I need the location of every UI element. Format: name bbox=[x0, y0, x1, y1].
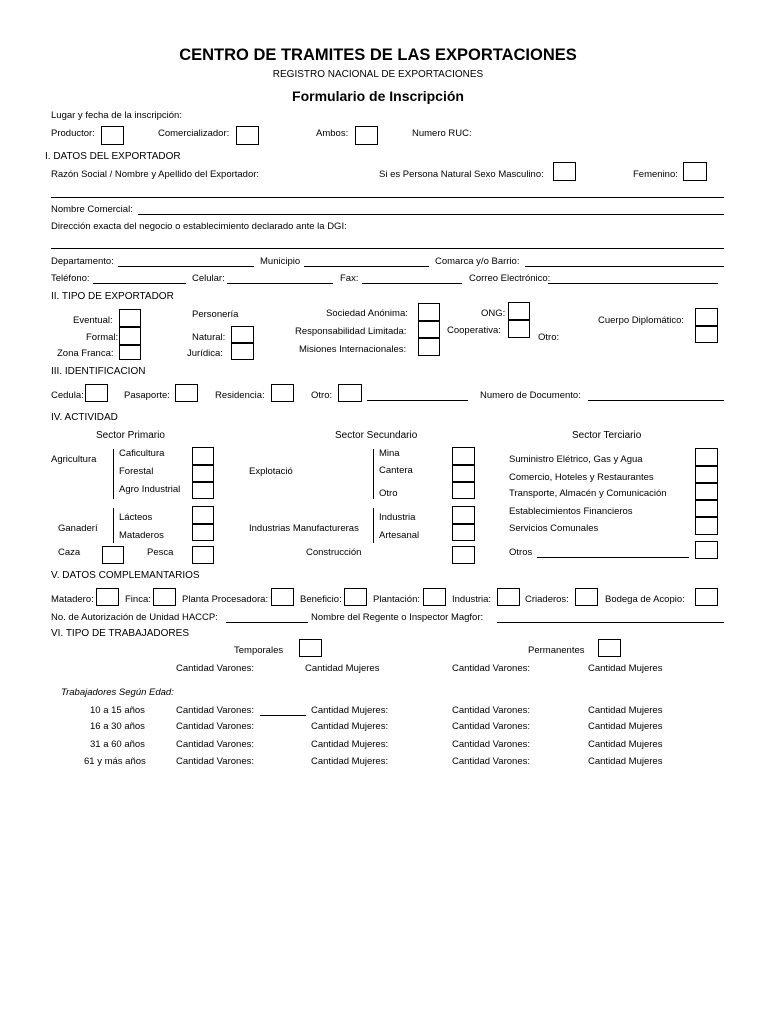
edad-row-3: 31 a 60 años bbox=[90, 739, 145, 750]
agro-industrial-label: Agro Industrial bbox=[119, 484, 181, 495]
form-title: Formulario de Inscripción bbox=[292, 88, 464, 104]
cooperativa-label: Cooperativa: bbox=[447, 325, 501, 336]
otro-tipo-label: Otro: bbox=[538, 332, 560, 343]
edad-4-temp-mujeres: Cantidad Mujeres: bbox=[311, 756, 389, 767]
bodega-label: Bodega de Acopio: bbox=[605, 594, 685, 605]
persona-natural-label: Si es Persona Natural Sexo Masculino: bbox=[379, 169, 544, 180]
natural-label: Natural: bbox=[192, 332, 226, 343]
edad-4-perm-varones: Cantidad Varones: bbox=[452, 756, 530, 767]
agro-industrial-checkbox[interactable] bbox=[192, 482, 214, 499]
agricultura-label: Agricultura bbox=[51, 454, 97, 465]
section-2-heading: II. TIPO DE EXPORTADOR bbox=[51, 291, 174, 302]
planta-checkbox[interactable] bbox=[271, 588, 294, 606]
correo-label: Correo Electrónico: bbox=[469, 273, 551, 284]
nombre-comercial-label: Nombre Comercial: bbox=[51, 204, 133, 215]
caficultura-label: Caficultura bbox=[119, 448, 165, 459]
matadero-checkbox[interactable] bbox=[96, 588, 119, 606]
sociedad-checkbox[interactable] bbox=[418, 303, 440, 321]
formal-checkbox[interactable] bbox=[119, 327, 141, 345]
edad-1-temp-varones-line[interactable] bbox=[260, 715, 306, 716]
razon-social-label: Razón Social / Nombre y Apellido del Exportador: bbox=[51, 169, 260, 180]
comunales-checkbox[interactable] bbox=[695, 517, 718, 535]
comercio-checkbox[interactable] bbox=[695, 466, 718, 483]
section-6-heading: VI. TIPO DE TRABAJADORES bbox=[51, 628, 189, 639]
pesca-checkbox[interactable] bbox=[192, 546, 214, 564]
industria-checkbox[interactable] bbox=[452, 506, 475, 524]
edad-2-temp-varones: Cantidad Varones: bbox=[176, 721, 254, 732]
otros-line[interactable] bbox=[537, 557, 689, 558]
responsabilidad-label: Responsabilidad Limitada: bbox=[295, 326, 407, 337]
eventual-checkbox[interactable] bbox=[119, 309, 141, 327]
edad-1-temp-varones: Cantidad Varones: bbox=[176, 705, 254, 716]
ong-checkbox[interactable] bbox=[508, 302, 530, 320]
edad-1-perm-mujeres: Cantidad Mujeres bbox=[588, 705, 663, 716]
pesca-label: Pesca bbox=[147, 547, 174, 558]
edad-3-temp-mujeres: Cantidad Mujeres: bbox=[311, 739, 389, 750]
explotacion-bracket bbox=[373, 449, 374, 499]
formal-label: Formal: bbox=[86, 332, 119, 343]
page-title: CENTRO DE TRAMITES DE LAS EXPORTACIONES bbox=[179, 46, 577, 64]
sector-terciario-heading: Sector Terciario bbox=[572, 430, 642, 441]
lacteos-label: Lácteos bbox=[119, 512, 153, 523]
correo-line[interactable] bbox=[548, 283, 718, 284]
beneficio-checkbox[interactable] bbox=[344, 588, 367, 606]
departamento-line[interactable] bbox=[118, 266, 254, 267]
mataderos-label: Mataderos bbox=[119, 530, 164, 541]
cooperativa-checkbox[interactable] bbox=[508, 320, 530, 338]
otro-id-checkbox[interactable] bbox=[338, 384, 362, 402]
comercio-label: Comercio, Hoteles y Restaurantes bbox=[509, 472, 654, 483]
comarca-line[interactable] bbox=[525, 266, 724, 267]
page-subtitle: REGISTRO NACIONAL DE EXPORTACIONES bbox=[272, 69, 484, 80]
caficultura-checkbox[interactable] bbox=[192, 447, 214, 465]
mina-label: Mina bbox=[379, 448, 400, 459]
caza-label: Caza bbox=[58, 547, 81, 558]
sector-secundario-heading: Sector Secundario bbox=[335, 430, 418, 441]
beneficio-label: Beneficio: bbox=[300, 594, 342, 605]
artesanal-checkbox[interactable] bbox=[452, 524, 475, 541]
agricultura-bracket bbox=[113, 449, 114, 499]
construccion-label: Construcción bbox=[306, 547, 362, 558]
ind-manuf-label: Industrias Manufactureras bbox=[249, 523, 359, 534]
cantera-label: Cantera bbox=[379, 465, 413, 476]
nombre-comercial-line[interactable] bbox=[138, 214, 724, 215]
cuerpo-checkbox[interactable] bbox=[695, 308, 718, 326]
productor-label: Productor: bbox=[51, 128, 95, 139]
otro-explotacion-checkbox[interactable] bbox=[452, 482, 475, 499]
edad-1-perm-varones: Cantidad Varones: bbox=[452, 705, 530, 716]
otro-id-label: Otro: bbox=[311, 390, 333, 401]
sociedad-label: Sociedad Anónima: bbox=[326, 308, 408, 319]
eventual-label: Eventual: bbox=[73, 315, 113, 326]
perm-mujeres-label: Cantidad Mujeres bbox=[588, 663, 663, 674]
forestal-checkbox[interactable] bbox=[192, 465, 214, 482]
sector-primario-heading: Sector Primario bbox=[96, 430, 165, 441]
municipio-label: Municipio bbox=[260, 256, 301, 267]
femenino-checkbox[interactable] bbox=[683, 162, 707, 181]
ruc-label: Numero RUC: bbox=[412, 128, 472, 139]
direccion-line[interactable] bbox=[51, 248, 724, 249]
edad-2-perm-mujeres: Cantidad Mujeres bbox=[588, 721, 663, 732]
natural-checkbox[interactable] bbox=[231, 326, 254, 343]
plantacion-checkbox[interactable] bbox=[423, 588, 446, 606]
permanentes-checkbox[interactable] bbox=[598, 639, 621, 657]
comarca-label: Comarca y/o Barrio: bbox=[435, 256, 520, 267]
mina-checkbox[interactable] bbox=[452, 447, 475, 465]
edad-row-4: 61 y más años bbox=[84, 756, 146, 767]
temporales-label: Temporales bbox=[234, 645, 284, 656]
numero-doc-label: Numero de Documento: bbox=[480, 390, 581, 401]
otros-label: Otros bbox=[509, 547, 533, 558]
cuerpo-label: Cuerpo Diplomático: bbox=[598, 315, 685, 326]
misiones-checkbox[interactable] bbox=[418, 338, 440, 356]
femenino-label: Femenino: bbox=[633, 169, 678, 180]
temp-varones-label: Cantidad Varones: bbox=[176, 663, 254, 674]
telefono-label: Teléfono: bbox=[51, 273, 90, 284]
numero-doc-line[interactable] bbox=[588, 400, 724, 401]
matadero-label: Matadero: bbox=[51, 594, 94, 605]
caza-checkbox[interactable] bbox=[102, 546, 124, 564]
industria-comp-checkbox[interactable] bbox=[497, 588, 520, 606]
celular-line[interactable] bbox=[227, 283, 333, 284]
razon-social-line[interactable] bbox=[51, 197, 724, 198]
edad-4-temp-varones: Cantidad Varones: bbox=[176, 756, 254, 767]
productor-checkbox[interactable] bbox=[101, 126, 124, 145]
section-4-heading: IV. ACTIVIDAD bbox=[51, 412, 118, 423]
financieros-checkbox[interactable] bbox=[695, 500, 718, 517]
cedula-label: Cedula: bbox=[51, 390, 84, 401]
financieros-label: Establecimientos Financieros bbox=[509, 506, 633, 517]
construccion-checkbox[interactable] bbox=[452, 546, 475, 564]
misiones-label: Misiones Internacionales: bbox=[299, 344, 407, 355]
fax-line[interactable] bbox=[362, 283, 462, 284]
finca-label: Finca: bbox=[125, 594, 151, 605]
responsabilidad-checkbox[interactable] bbox=[418, 321, 440, 338]
planta-label: Planta Procesadora: bbox=[182, 594, 269, 605]
edad-1-temp-mujeres: Cantidad Mujeres: bbox=[311, 705, 389, 716]
temporales-checkbox[interactable] bbox=[299, 639, 322, 657]
segun-edad-label: Trabajadores Según Edad: bbox=[61, 687, 174, 698]
otros-checkbox[interactable] bbox=[695, 541, 718, 559]
otro-explotacion-label: Otro bbox=[379, 488, 398, 499]
ganaderia-bracket bbox=[113, 508, 114, 543]
personeria-label: Personería bbox=[192, 309, 239, 320]
regente-line[interactable] bbox=[497, 622, 724, 623]
transporte-label: Transporte, Almacén y Comunicación bbox=[509, 488, 667, 499]
municipio-line[interactable] bbox=[304, 266, 429, 267]
ganaderia-label: Ganaderí bbox=[58, 523, 98, 534]
regente-label: Nombre del Regente o Inspector Magfor: bbox=[311, 612, 484, 623]
departamento-label: Departamento: bbox=[51, 256, 114, 267]
edad-2-temp-mujeres: Cantidad Mujeres: bbox=[311, 721, 389, 732]
zona-franca-checkbox[interactable] bbox=[119, 345, 141, 360]
telefono-line[interactable] bbox=[93, 283, 186, 284]
transporte-checkbox[interactable] bbox=[695, 483, 718, 500]
ong-label: ONG: bbox=[481, 308, 506, 319]
haccp-label: No. de Autorización de Unidad HACCP: bbox=[51, 612, 218, 623]
otro-id-line[interactable] bbox=[367, 400, 468, 401]
lugar-fecha-label: Lugar y fecha de la inscripción: bbox=[51, 110, 182, 121]
industria-comp-label: Industria: bbox=[452, 594, 492, 605]
edad-row-2: 16 a 30 años bbox=[90, 721, 145, 732]
residencia-label: Residencia: bbox=[215, 390, 265, 401]
edad-3-perm-mujeres: Cantidad Mujeres bbox=[588, 739, 663, 750]
temp-mujeres-label: Cantidad Mujeres bbox=[305, 663, 380, 674]
industria-label: Industria bbox=[379, 512, 416, 523]
edad-4-perm-mujeres: Cantidad Mujeres bbox=[588, 756, 663, 767]
plantacion-label: Plantación: bbox=[373, 594, 421, 605]
juridica-checkbox[interactable] bbox=[231, 343, 254, 360]
fax-label: Fax: bbox=[340, 273, 359, 284]
celular-label: Celular: bbox=[192, 273, 225, 284]
suministro-checkbox[interactable] bbox=[695, 448, 718, 466]
direccion-label: Dirección exacta del negocio o establecimiento declarado ante la DGI: bbox=[51, 221, 347, 232]
masculino-checkbox[interactable] bbox=[553, 162, 576, 181]
edad-row-1: 10 a 15 años bbox=[90, 705, 145, 716]
ambos-label: Ambos: bbox=[316, 128, 349, 139]
otro-tipo-checkbox[interactable] bbox=[695, 326, 718, 343]
comercializador-checkbox[interactable] bbox=[236, 126, 259, 145]
comercializador-label: Comercializador: bbox=[158, 128, 230, 139]
section-5-heading: V. DATOS COMPLEMANTARIOS bbox=[51, 570, 200, 581]
forestal-label: Forestal bbox=[119, 466, 154, 477]
pasaporte-checkbox[interactable] bbox=[175, 384, 198, 402]
cantera-checkbox[interactable] bbox=[452, 465, 475, 482]
residencia-checkbox[interactable] bbox=[271, 384, 294, 402]
lacteos-checkbox[interactable] bbox=[192, 506, 214, 524]
ind-manuf-bracket bbox=[373, 508, 374, 543]
cedula-checkbox[interactable] bbox=[85, 384, 108, 402]
ambos-checkbox[interactable] bbox=[355, 126, 378, 145]
comunales-label: Servicios Comunales bbox=[509, 523, 599, 534]
section-3-heading: III. IDENTIFICACION bbox=[51, 366, 146, 377]
suministro-label: Suministro Elétrico, Gas y Agua bbox=[509, 454, 643, 465]
mataderos-checkbox[interactable] bbox=[192, 524, 214, 541]
edad-3-perm-varones: Cantidad Varones: bbox=[452, 739, 530, 750]
pasaporte-label: Pasaporte: bbox=[124, 390, 170, 401]
perm-varones-label: Cantidad Varones: bbox=[452, 663, 530, 674]
artesanal-label: Artesanal bbox=[379, 530, 420, 541]
permanentes-label: Permanentes bbox=[528, 645, 585, 656]
haccp-line[interactable] bbox=[226, 622, 308, 623]
explotacion-label: Explotació bbox=[249, 466, 293, 477]
section-1-heading: I. DATOS DEL EXPORTADOR bbox=[45, 151, 181, 162]
juridica-label: Jurídica: bbox=[187, 348, 223, 359]
criaderos-label: Criaderos: bbox=[525, 594, 569, 605]
bodega-checkbox[interactable] bbox=[695, 588, 718, 606]
criaderos-checkbox[interactable] bbox=[575, 588, 598, 606]
edad-3-temp-varones: Cantidad Varones: bbox=[176, 739, 254, 750]
zona-franca-label: Zona Franca: bbox=[57, 348, 114, 359]
finca-checkbox[interactable] bbox=[153, 588, 176, 606]
edad-2-perm-varones: Cantidad Varones: bbox=[452, 721, 530, 732]
